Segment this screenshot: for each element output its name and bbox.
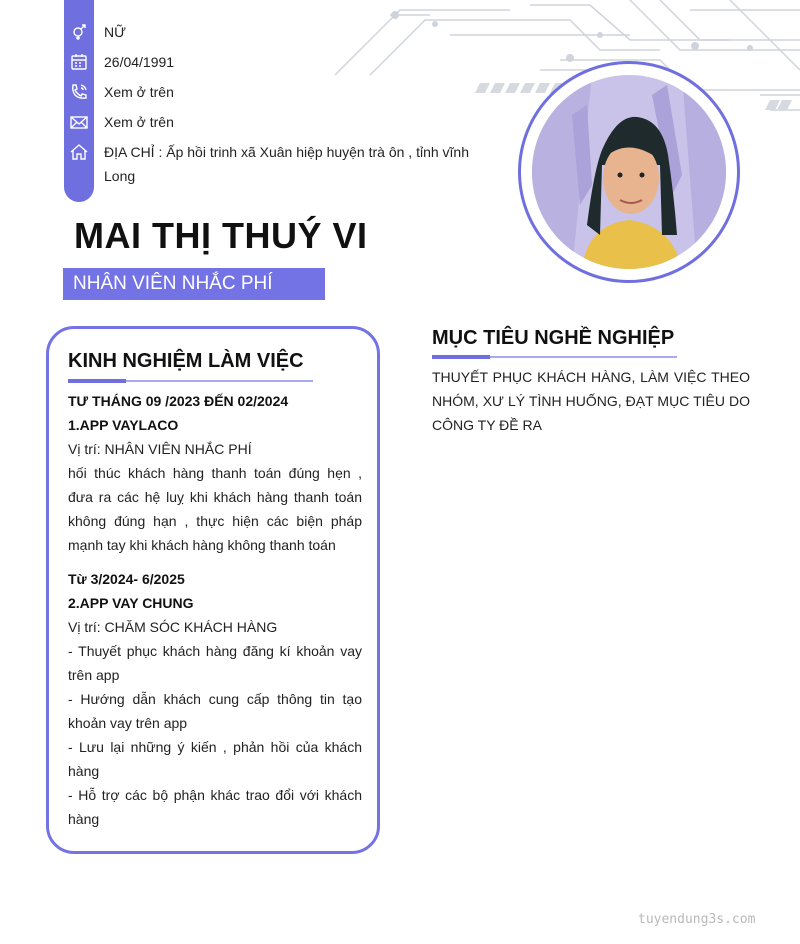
phone-value: Xem ở trên bbox=[104, 84, 174, 100]
objective-heading-underline bbox=[432, 356, 677, 358]
email-value: Xem ở trên bbox=[104, 114, 174, 130]
experience-heading: KINH NGHIỆM LÀM VIỆC bbox=[68, 350, 304, 372]
job-1-description: hối thúc khách hàng thanh toán đúng hẹn , đưa ra các hệ luỵ khi khách hàng thanh toán không đúng hạn , thực hiện các biện pháp mạnh tay khi khách hàng không thanh toán bbox=[68, 465, 362, 553]
job-2-duty: - Lưu lại những ý kiến , phản hồi của khách hàng bbox=[68, 739, 362, 779]
objective-text: THUYẾT PHỤC KHÁCH HÀNG, LÀM VIỆC THEO NHÓM, XƯ LÝ TÌNH HUỐNG, ĐẠT MỤC TIÊU DO CÔNG TY ĐỀ RA bbox=[432, 369, 750, 433]
job-1-period: TƯ THÁNG 09 /2023 ĐẾN 02/2024 bbox=[68, 393, 289, 409]
job-2-duty: - Hỗ trợ các bộ phận khác trao đổi với khách hàng bbox=[68, 787, 362, 827]
objective-heading: MỤC TIÊU NGHỀ NGHIỆP bbox=[432, 327, 675, 349]
avatar bbox=[532, 75, 726, 269]
job-2-company: 2.APP VAY CHUNG bbox=[68, 595, 194, 611]
job-1-position: Vị trí: NHÂN VIÊN NHẮC PHÍ bbox=[68, 441, 252, 457]
job-title: NHÂN VIÊN NHẮC PHÍ bbox=[73, 273, 273, 294]
phone-icon bbox=[70, 83, 88, 101]
experience-heading-underline bbox=[68, 380, 313, 382]
job-2-duty: - Hướng dẫn khách cung cấp thông tin tạo khoản vay trên app bbox=[68, 691, 362, 731]
watermark: tuyendung3s.com bbox=[638, 912, 756, 927]
experience-content bbox=[68, 389, 362, 831]
calendar-icon bbox=[70, 53, 88, 71]
home-icon bbox=[70, 143, 88, 161]
job-2-period: Từ 3/2024- 6/2025 bbox=[68, 571, 185, 587]
gender-value: NỮ bbox=[104, 24, 127, 40]
job-2-duty: - Thuyết phục khách hàng đăng kí khoản vay trên app bbox=[68, 643, 362, 683]
job-2-position: Vị trí: CHĂM SÓC KHÁCH HÀNG bbox=[68, 619, 278, 635]
mail-icon bbox=[70, 113, 88, 131]
candidate-name: MAI THỊ THUÝ VI bbox=[74, 215, 368, 256]
birthdate-value: 26/04/1991 bbox=[104, 54, 175, 70]
gender-icon bbox=[70, 23, 88, 41]
job-1-company: 1.APP VAYLACO bbox=[68, 417, 179, 433]
address-value: ĐỊA CHỈ : Ấp hồi trinh xã Xuân hiệp huyện trà ôn , tỉnh vĩnh Long bbox=[104, 144, 469, 184]
